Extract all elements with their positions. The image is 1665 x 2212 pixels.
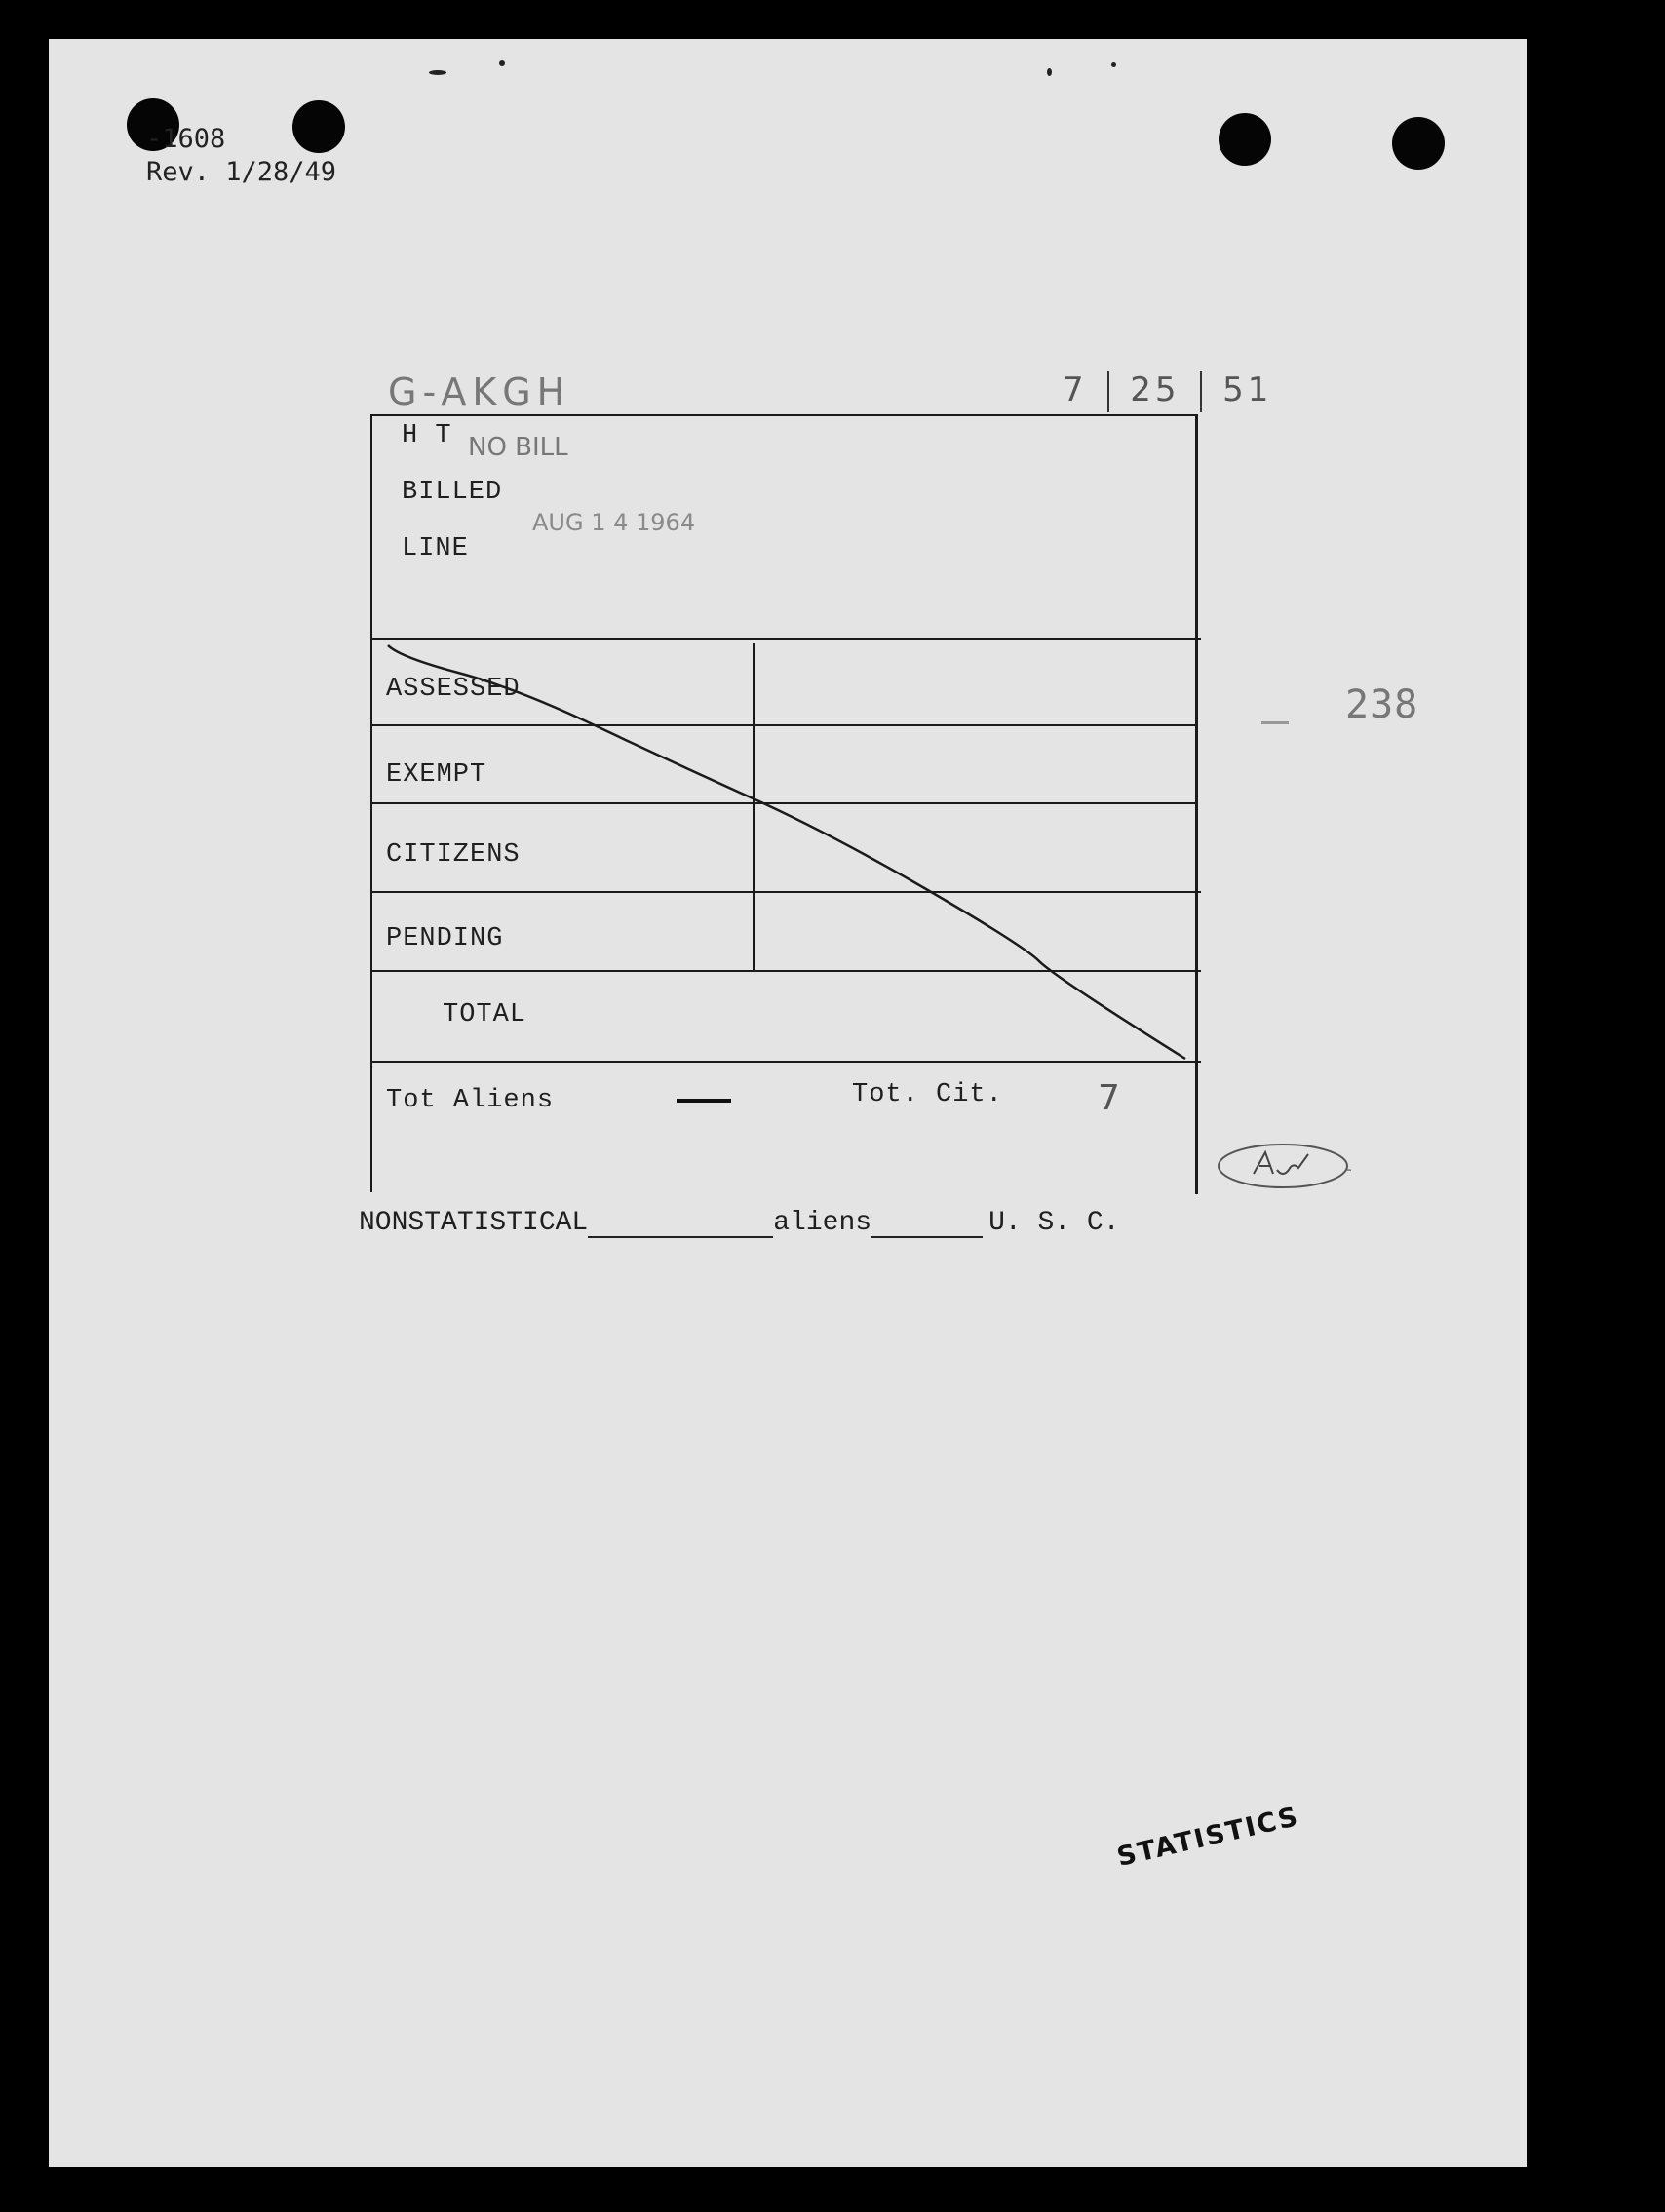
usc-label: U. S. C. (988, 1208, 1120, 1238)
side-number: 238 (1345, 682, 1419, 727)
nonstatistical-blank (588, 1207, 773, 1238)
tot-aliens-label: Tot Aliens (386, 1086, 555, 1115)
tot-cit-count: 7 (1098, 1078, 1121, 1118)
tot-aliens-dash (677, 1099, 731, 1103)
document-page (49, 39, 1527, 2167)
form-revision: Rev. 1/28/49 (146, 157, 337, 187)
ht-label: H T (402, 421, 452, 450)
side-dash (1261, 721, 1289, 724)
total-label: TOTAL (443, 1000, 527, 1029)
date-day: 25 (1130, 370, 1181, 409)
nonstatistical-label: NONSTATISTICAL (359, 1208, 589, 1238)
initials-stroke (1254, 1152, 1308, 1174)
initials-signature (1215, 1141, 1351, 1191)
billed-label: BILLED (402, 478, 503, 507)
handwritten-registration: G-AKGH (388, 370, 571, 413)
date-month: 7 (1063, 370, 1088, 409)
no-bill-stamp: NO BILL (468, 433, 568, 462)
statistics-stamp: STATISTICS (1114, 1801, 1302, 1873)
date-year: 51 (1222, 370, 1273, 409)
form-number: -1608 (146, 124, 226, 154)
tot-cit-label: Tot. Cit. (852, 1080, 1003, 1109)
aliens-blank (871, 1207, 983, 1238)
strike-line (49, 39, 1527, 1209)
citizens-label: CITIZENS (386, 840, 521, 870)
initials-tail (1347, 1170, 1351, 1184)
nonstatistical-line (359, 1207, 1120, 1238)
initials-circle (1219, 1145, 1347, 1187)
pending-label: PENDING (386, 924, 504, 953)
assessed-label: ASSESSED (386, 675, 521, 704)
date-stamp: AUG 1 4 1964 (532, 509, 696, 536)
aliens-label: aliens (773, 1208, 872, 1238)
line-label: LINE (402, 534, 469, 563)
exempt-label: EXEMPT (386, 760, 487, 790)
